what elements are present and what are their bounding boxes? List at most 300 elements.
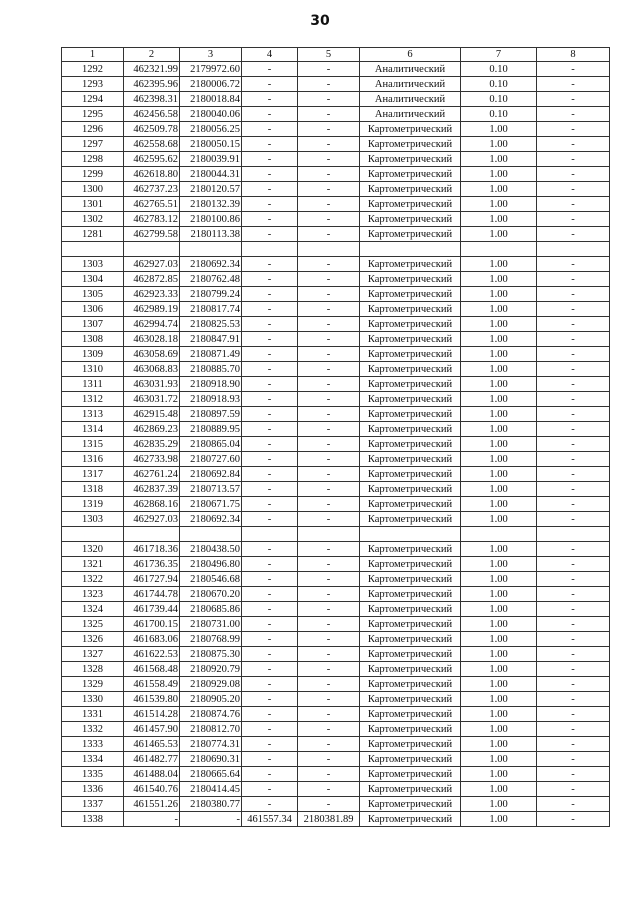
table-cell: - [537, 662, 610, 677]
table-cell: 1337 [62, 797, 124, 812]
table-cell: 462618.80 [124, 167, 180, 182]
table-cell: 2180044.31 [180, 167, 242, 182]
table-cell: - [298, 197, 360, 212]
table-cell: - [242, 152, 298, 167]
table-cell: 2179972.60 [180, 62, 242, 77]
table-cell: 462868.16 [124, 497, 180, 512]
table-row [62, 692, 610, 707]
table-cell: 1322 [62, 572, 124, 587]
table-cell: 2180817.74 [180, 302, 242, 317]
table-cell: 1.00 [461, 377, 537, 392]
table-cell: 1326 [62, 632, 124, 647]
table-row [62, 737, 610, 752]
table-cell: 462799.58 [124, 227, 180, 242]
table-cell: 1.00 [461, 152, 537, 167]
table-cell: - [298, 137, 360, 152]
table-cell: 462737.23 [124, 182, 180, 197]
table-cell: 1302 [62, 212, 124, 227]
table-cell: - [242, 797, 298, 812]
table-cell: - [537, 287, 610, 302]
table-cell: Картометрический [360, 752, 461, 767]
table-cell: 1.00 [461, 587, 537, 602]
table-cell: - [298, 662, 360, 677]
table-cell: - [537, 227, 610, 242]
table-cell: 1.00 [461, 482, 537, 497]
table-cell: 1330 [62, 692, 124, 707]
table-cell: 2180414.45 [180, 782, 242, 797]
table-cell: - [537, 617, 610, 632]
table-cell: - [298, 272, 360, 287]
table-row [62, 452, 610, 467]
table-cell: 1316 [62, 452, 124, 467]
table-cell: 1336 [62, 782, 124, 797]
table-cell: Картометрический [360, 347, 461, 362]
table-cell: - [298, 107, 360, 122]
table-cell: Картометрический [360, 707, 461, 722]
table-cell: 463031.72 [124, 392, 180, 407]
table-cell: 1332 [62, 722, 124, 737]
table-cell: 2180865.04 [180, 437, 242, 452]
table-row [62, 797, 610, 812]
table-row [62, 62, 610, 77]
table-cell: 1.00 [461, 557, 537, 572]
table-cell: - [298, 542, 360, 557]
table-row [62, 137, 610, 152]
table-cell: - [242, 332, 298, 347]
table-cell: 1303 [62, 512, 124, 527]
table-cell: - [242, 422, 298, 437]
table-cell: 1.00 [461, 407, 537, 422]
table-cell: 2180670.20 [180, 587, 242, 602]
table-cell: 1320 [62, 542, 124, 557]
table-cell: 1295 [62, 107, 124, 122]
empty-cell [124, 527, 180, 542]
table-cell: 1321 [62, 557, 124, 572]
table-cell: Картометрический [360, 392, 461, 407]
table-cell: 1312 [62, 392, 124, 407]
table-cell: - [537, 752, 610, 767]
table-row [62, 152, 610, 167]
table-cell: 461488.04 [124, 767, 180, 782]
table-cell: - [298, 752, 360, 767]
column-header: 7 [461, 48, 537, 62]
table-cell: 461736.35 [124, 557, 180, 572]
table-cell: 2180875.30 [180, 647, 242, 662]
table-cell: - [298, 632, 360, 647]
table-cell: 461718.36 [124, 542, 180, 557]
table-row [62, 197, 610, 212]
table-cell: 2180692.34 [180, 512, 242, 527]
table-cell: - [537, 152, 610, 167]
table-cell: - [537, 77, 610, 92]
table-cell: - [298, 767, 360, 782]
table-cell: - [242, 737, 298, 752]
table-cell: 461558.49 [124, 677, 180, 692]
table-cell: Картометрический [360, 782, 461, 797]
table-cell: - [537, 572, 610, 587]
table-row [62, 272, 610, 287]
table-cell: 2180132.39 [180, 197, 242, 212]
table-cell: 1.00 [461, 797, 537, 812]
table-cell: - [242, 617, 298, 632]
table-cell: - [537, 422, 610, 437]
table-cell: - [298, 692, 360, 707]
table-cell: - [537, 407, 610, 422]
table-cell: 462989.19 [124, 302, 180, 317]
table-cell: - [298, 587, 360, 602]
table-cell: - [298, 737, 360, 752]
table-cell: 2180929.08 [180, 677, 242, 692]
table-cell: - [242, 77, 298, 92]
table-cell: 2180040.06 [180, 107, 242, 122]
table-cell: - [537, 482, 610, 497]
table-cell: 461457.90 [124, 722, 180, 737]
table-cell: 2180685.86 [180, 602, 242, 617]
table-cell: - [124, 812, 180, 827]
table-row [62, 182, 610, 197]
table-cell: - [242, 602, 298, 617]
table-row [62, 662, 610, 677]
table-cell: - [298, 332, 360, 347]
table-cell: Картометрический [360, 422, 461, 437]
table-cell: - [242, 542, 298, 557]
table-cell: 2180692.84 [180, 467, 242, 482]
table-row [62, 122, 610, 137]
table-row [62, 572, 610, 587]
table-cell: 1323 [62, 587, 124, 602]
table-row [62, 377, 610, 392]
table-cell: - [537, 782, 610, 797]
table-cell: 1.00 [461, 287, 537, 302]
table-cell: - [537, 317, 610, 332]
table-cell: 1297 [62, 137, 124, 152]
table-cell: 2180918.90 [180, 377, 242, 392]
table-cell: - [298, 497, 360, 512]
table-cell: 1.00 [461, 572, 537, 587]
table-cell: - [537, 392, 610, 407]
table-cell: - [242, 287, 298, 302]
table-cell: 462923.33 [124, 287, 180, 302]
table-cell: 1307 [62, 317, 124, 332]
table-cell: - [242, 182, 298, 197]
table-cell: - [242, 632, 298, 647]
table-cell: 1333 [62, 737, 124, 752]
table-cell: - [298, 347, 360, 362]
empty-cell [537, 242, 610, 257]
table-row [62, 677, 610, 692]
empty-cell [298, 242, 360, 257]
table-cell: 1.00 [461, 362, 537, 377]
table-cell: Картометрический [360, 482, 461, 497]
table-cell: Картометрический [360, 722, 461, 737]
table-cell: - [242, 692, 298, 707]
table-cell: 1.00 [461, 617, 537, 632]
table-cell: 461482.77 [124, 752, 180, 767]
table-cell: 462927.03 [124, 257, 180, 272]
table-row [62, 782, 610, 797]
table-cell: Картометрический [360, 377, 461, 392]
table-cell: 2180727.60 [180, 452, 242, 467]
table-cell: - [298, 62, 360, 77]
table-cell: - [242, 107, 298, 122]
table-cell: 2180762.48 [180, 272, 242, 287]
table-cell: - [298, 512, 360, 527]
table-cell: Картометрический [360, 542, 461, 557]
table-cell: 462595.62 [124, 152, 180, 167]
table-cell: - [298, 257, 360, 272]
table-cell: Картометрический [360, 737, 461, 752]
table-cell: - [242, 452, 298, 467]
table-cell: 1.00 [461, 602, 537, 617]
table-cell: - [242, 767, 298, 782]
table-cell: 461514.28 [124, 707, 180, 722]
column-header: 2 [124, 48, 180, 62]
column-header: 5 [298, 48, 360, 62]
table-cell: - [242, 752, 298, 767]
table-cell: Картометрический [360, 497, 461, 512]
table-cell: - [537, 302, 610, 317]
table-row [62, 512, 610, 527]
table-cell: 462837.39 [124, 482, 180, 497]
table-cell: 1329 [62, 677, 124, 692]
table-cell: - [298, 167, 360, 182]
table-cell: 461568.48 [124, 662, 180, 677]
empty-cell [180, 242, 242, 257]
table-cell: Аналитический [360, 92, 461, 107]
table-cell: 0.10 [461, 62, 537, 77]
table-cell: Картометрический [360, 317, 461, 332]
table-cell: Аналитический [360, 77, 461, 92]
table-row [62, 557, 610, 572]
page-number: 30 [310, 13, 330, 29]
table-cell: 2180496.80 [180, 557, 242, 572]
table-cell: 2180692.34 [180, 257, 242, 272]
table-cell: - [242, 227, 298, 242]
table-cell: - [298, 422, 360, 437]
table-cell: 1.00 [461, 302, 537, 317]
table-cell: 1296 [62, 122, 124, 137]
table-cell: Аналитический [360, 62, 461, 77]
empty-cell [461, 527, 537, 542]
table-cell: - [537, 707, 610, 722]
table-row [62, 287, 610, 302]
table-cell: - [242, 512, 298, 527]
table-cell: - [298, 77, 360, 92]
table-cell: Картометрический [360, 272, 461, 287]
empty-cell [124, 242, 180, 257]
table-cell: Аналитический [360, 107, 461, 122]
table-cell: Картометрический [360, 182, 461, 197]
table-cell: 463068.83 [124, 362, 180, 377]
table-cell: 1338 [62, 812, 124, 827]
table-cell: 1.00 [461, 677, 537, 692]
table-cell: - [298, 722, 360, 737]
table-cell: - [537, 452, 610, 467]
table-cell: 1.00 [461, 167, 537, 182]
table-cell: 1318 [62, 482, 124, 497]
empty-cell [242, 527, 298, 542]
table-row [62, 107, 610, 122]
table-cell: 0.10 [461, 77, 537, 92]
table-cell: 461727.94 [124, 572, 180, 587]
table-cell: Картометрический [360, 257, 461, 272]
table-row [62, 722, 610, 737]
table-cell: - [242, 782, 298, 797]
table-cell: - [537, 137, 610, 152]
table-cell: 1305 [62, 287, 124, 302]
table-cell: 1.00 [461, 512, 537, 527]
table-cell: 2180847.91 [180, 332, 242, 347]
table-cell: 1.00 [461, 392, 537, 407]
table-cell: - [242, 557, 298, 572]
table-cell: 462765.51 [124, 197, 180, 212]
table-cell: 1303 [62, 257, 124, 272]
table-cell: 2180812.70 [180, 722, 242, 737]
table-cell: 1.00 [461, 182, 537, 197]
table-cell: Картометрический [360, 212, 461, 227]
empty-cell [242, 242, 298, 257]
table-cell: Картометрический [360, 602, 461, 617]
table-cell: - [298, 227, 360, 242]
table-cell: 462915.48 [124, 407, 180, 422]
table-cell: 1.00 [461, 767, 537, 782]
table-cell: Картометрический [360, 557, 461, 572]
table-cell: - [537, 332, 610, 347]
table-cell: - [298, 92, 360, 107]
table-cell: 463031.93 [124, 377, 180, 392]
table-cell: 1.00 [461, 647, 537, 662]
table-cell: 1.00 [461, 332, 537, 347]
table-cell: 1299 [62, 167, 124, 182]
table-cell: 1327 [62, 647, 124, 662]
table-row [62, 437, 610, 452]
table-cell: 1.00 [461, 542, 537, 557]
table-cell: - [242, 137, 298, 152]
table-cell: 1315 [62, 437, 124, 452]
table-cell: - [537, 797, 610, 812]
table-row [62, 362, 610, 377]
table-cell: 1.00 [461, 707, 537, 722]
table-cell: - [242, 707, 298, 722]
table-cell: - [242, 482, 298, 497]
table-cell: 463058.69 [124, 347, 180, 362]
table-cell: 2180889.95 [180, 422, 242, 437]
table-cell: 1.00 [461, 437, 537, 452]
table-cell: 2180768.99 [180, 632, 242, 647]
table-row [62, 482, 610, 497]
table-cell: Картометрический [360, 572, 461, 587]
table-cell: 1324 [62, 602, 124, 617]
table-cell: - [298, 602, 360, 617]
table-cell: 1.00 [461, 137, 537, 152]
table-row [62, 422, 610, 437]
table-cell: Картометрический [360, 332, 461, 347]
table-cell: - [298, 407, 360, 422]
table-cell: 1281 [62, 227, 124, 242]
table-row [62, 302, 610, 317]
table-row [62, 617, 610, 632]
table-cell: Картометрический [360, 122, 461, 137]
table-cell: 1311 [62, 377, 124, 392]
table-row [62, 77, 610, 92]
table-cell: - [537, 767, 610, 782]
table-cell: Картометрический [360, 287, 461, 302]
table-cell: 462835.29 [124, 437, 180, 452]
table-cell: 1306 [62, 302, 124, 317]
table-cell: 1.00 [461, 632, 537, 647]
coordinates-table [61, 47, 610, 827]
table-cell: 462783.12 [124, 212, 180, 227]
table-cell: - [298, 647, 360, 662]
table-cell: 1314 [62, 422, 124, 437]
table-cell: Картометрический [360, 587, 461, 602]
table-cell: - [242, 662, 298, 677]
table-cell: - [242, 467, 298, 482]
table-row [62, 167, 610, 182]
table-cell: - [537, 467, 610, 482]
table-row [62, 812, 610, 827]
table-row [62, 317, 610, 332]
empty-cell [360, 242, 461, 257]
table-row [62, 467, 610, 482]
table-cell: Картометрический [360, 362, 461, 377]
table-cell: 461465.53 [124, 737, 180, 752]
header-row [62, 48, 610, 62]
table-cell: Картометрический [360, 797, 461, 812]
table-row [62, 587, 610, 602]
table-cell: Картометрический [360, 632, 461, 647]
table-cell: 462994.74 [124, 317, 180, 332]
table-row [62, 707, 610, 722]
table-row [62, 392, 610, 407]
table-cell: - [298, 152, 360, 167]
table-cell: 461540.76 [124, 782, 180, 797]
table-cell: 2180918.93 [180, 392, 242, 407]
table-row [62, 497, 610, 512]
table-cell: - [537, 182, 610, 197]
table-cell: - [537, 212, 610, 227]
table-cell: 2180039.91 [180, 152, 242, 167]
table-cell: - [537, 677, 610, 692]
table-cell: 462321.99 [124, 62, 180, 77]
table-cell: Картометрический [360, 437, 461, 452]
table-cell: - [537, 347, 610, 362]
table-cell: - [242, 212, 298, 227]
table-cell: 1.00 [461, 197, 537, 212]
table-cell: - [537, 62, 610, 77]
table-cell: - [242, 197, 298, 212]
table-cell: 1298 [62, 152, 124, 167]
table-cell: Картометрический [360, 512, 461, 527]
table-cell: 2180885.70 [180, 362, 242, 377]
table-cell: - [537, 272, 610, 287]
table-cell: 461739.44 [124, 602, 180, 617]
table-cell: 1.00 [461, 347, 537, 362]
table-cell: - [242, 362, 298, 377]
table-cell: - [298, 467, 360, 482]
table-row [62, 227, 610, 242]
table-row [62, 257, 610, 272]
table-row [62, 332, 610, 347]
table-row [62, 752, 610, 767]
table-cell: 462398.31 [124, 92, 180, 107]
table-cell: 1.00 [461, 812, 537, 827]
table-cell: - [537, 602, 610, 617]
table-cell: Картометрический [360, 167, 461, 182]
table-cell: 1334 [62, 752, 124, 767]
table-cell: - [537, 197, 610, 212]
table-cell: 1294 [62, 92, 124, 107]
